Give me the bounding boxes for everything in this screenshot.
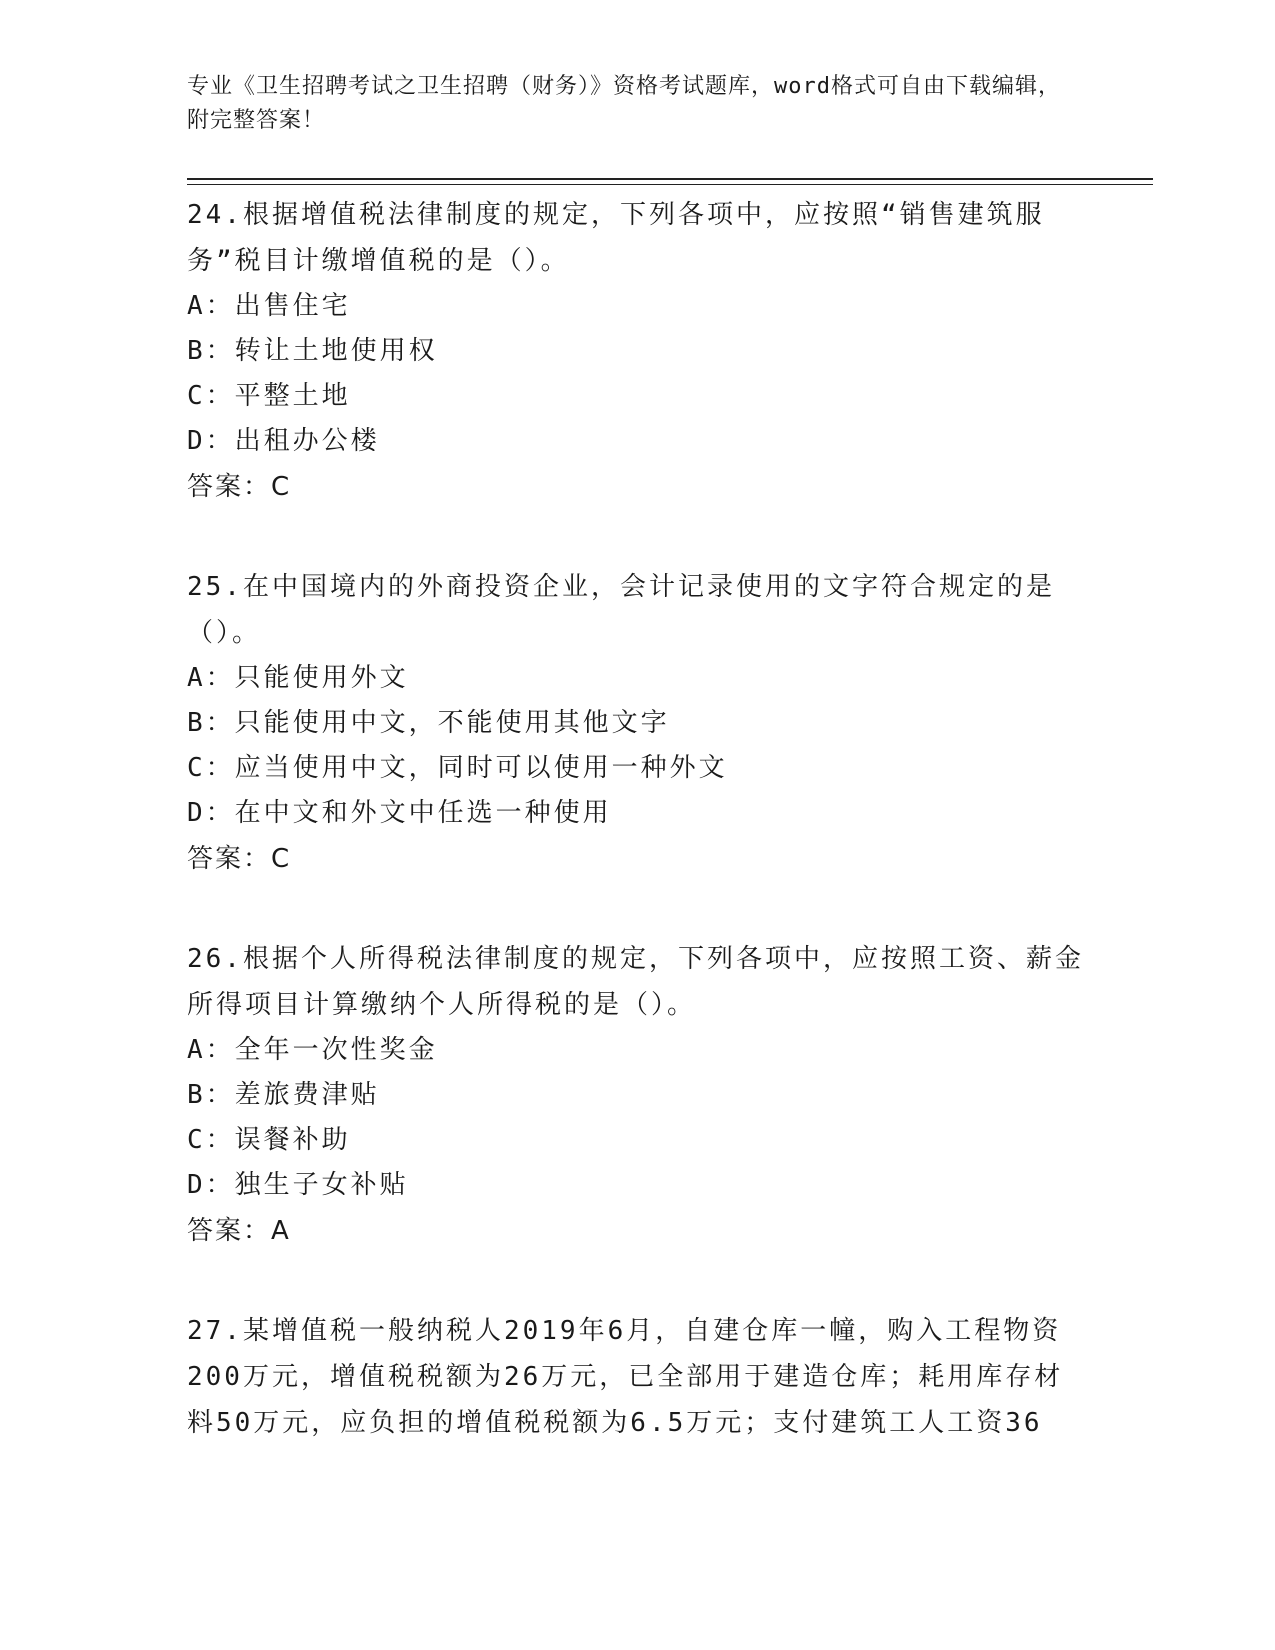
header-divider (187, 178, 1153, 180)
option-b: B：差旅费津贴 (187, 1080, 380, 1110)
option-b: B：转让土地使用权 (187, 336, 438, 366)
option-c: C：平整土地 (187, 381, 351, 411)
option-a: A：全年一次性奖金 (187, 1035, 438, 1065)
option-a: A：出售住宅 (187, 291, 351, 321)
question-text: 27.某增值税一般纳税人2019年6月，自建仓库一幢，购入工程物资200万元，增值税税额为26万元，已全部用于建造仓库；耗用库存材料50万元，应负担的增值税税额为6.5万元；支付建筑工人工资36 (187, 1316, 1064, 1438)
option-c: C：误餐补助 (187, 1125, 351, 1155)
option-a: A：只能使用外文 (187, 663, 409, 693)
question-text: 26.根据个人所得税法律制度的规定，下列各项中，应按照工资、薪金所得项目计算缴纳个人所得税的是（）。 (187, 944, 1084, 1020)
answer: 答案：C (187, 844, 292, 874)
option-d: D：在中文和外文中任选一种使用 (187, 798, 612, 828)
option-d: D：出租办公楼 (187, 426, 380, 456)
document-header (187, 70, 1067, 138)
question-24 (187, 188, 1087, 510)
answer: 答案：C (187, 472, 292, 502)
question-26 (187, 932, 1087, 1254)
question-27 (187, 1304, 1087, 1446)
header-divider-thin (187, 184, 1153, 185)
answer: 答案：A (187, 1216, 291, 1246)
header-text: 专业《卫生招聘考试之卫生招聘（财务）》资格考试题库，word格式可自由下载编辑，附完整答案！ (187, 74, 1061, 133)
option-d: D：独生子女补贴 (187, 1170, 409, 1200)
question-text: 25.在中国境内的外商投资企业，会计记录使用的文字符合规定的是（）。 (187, 572, 1055, 648)
option-c: C：应当使用中文，同时可以使用一种外文 (187, 753, 728, 783)
option-b: B：只能使用中文，不能使用其他文字 (187, 708, 670, 738)
question-list (187, 188, 1087, 1446)
question-25 (187, 560, 1087, 882)
question-text: 24.根据增值税法律制度的规定，下列各项中，应按照“销售建筑服务”税目计缴增值税的是（）。 (187, 200, 1045, 276)
